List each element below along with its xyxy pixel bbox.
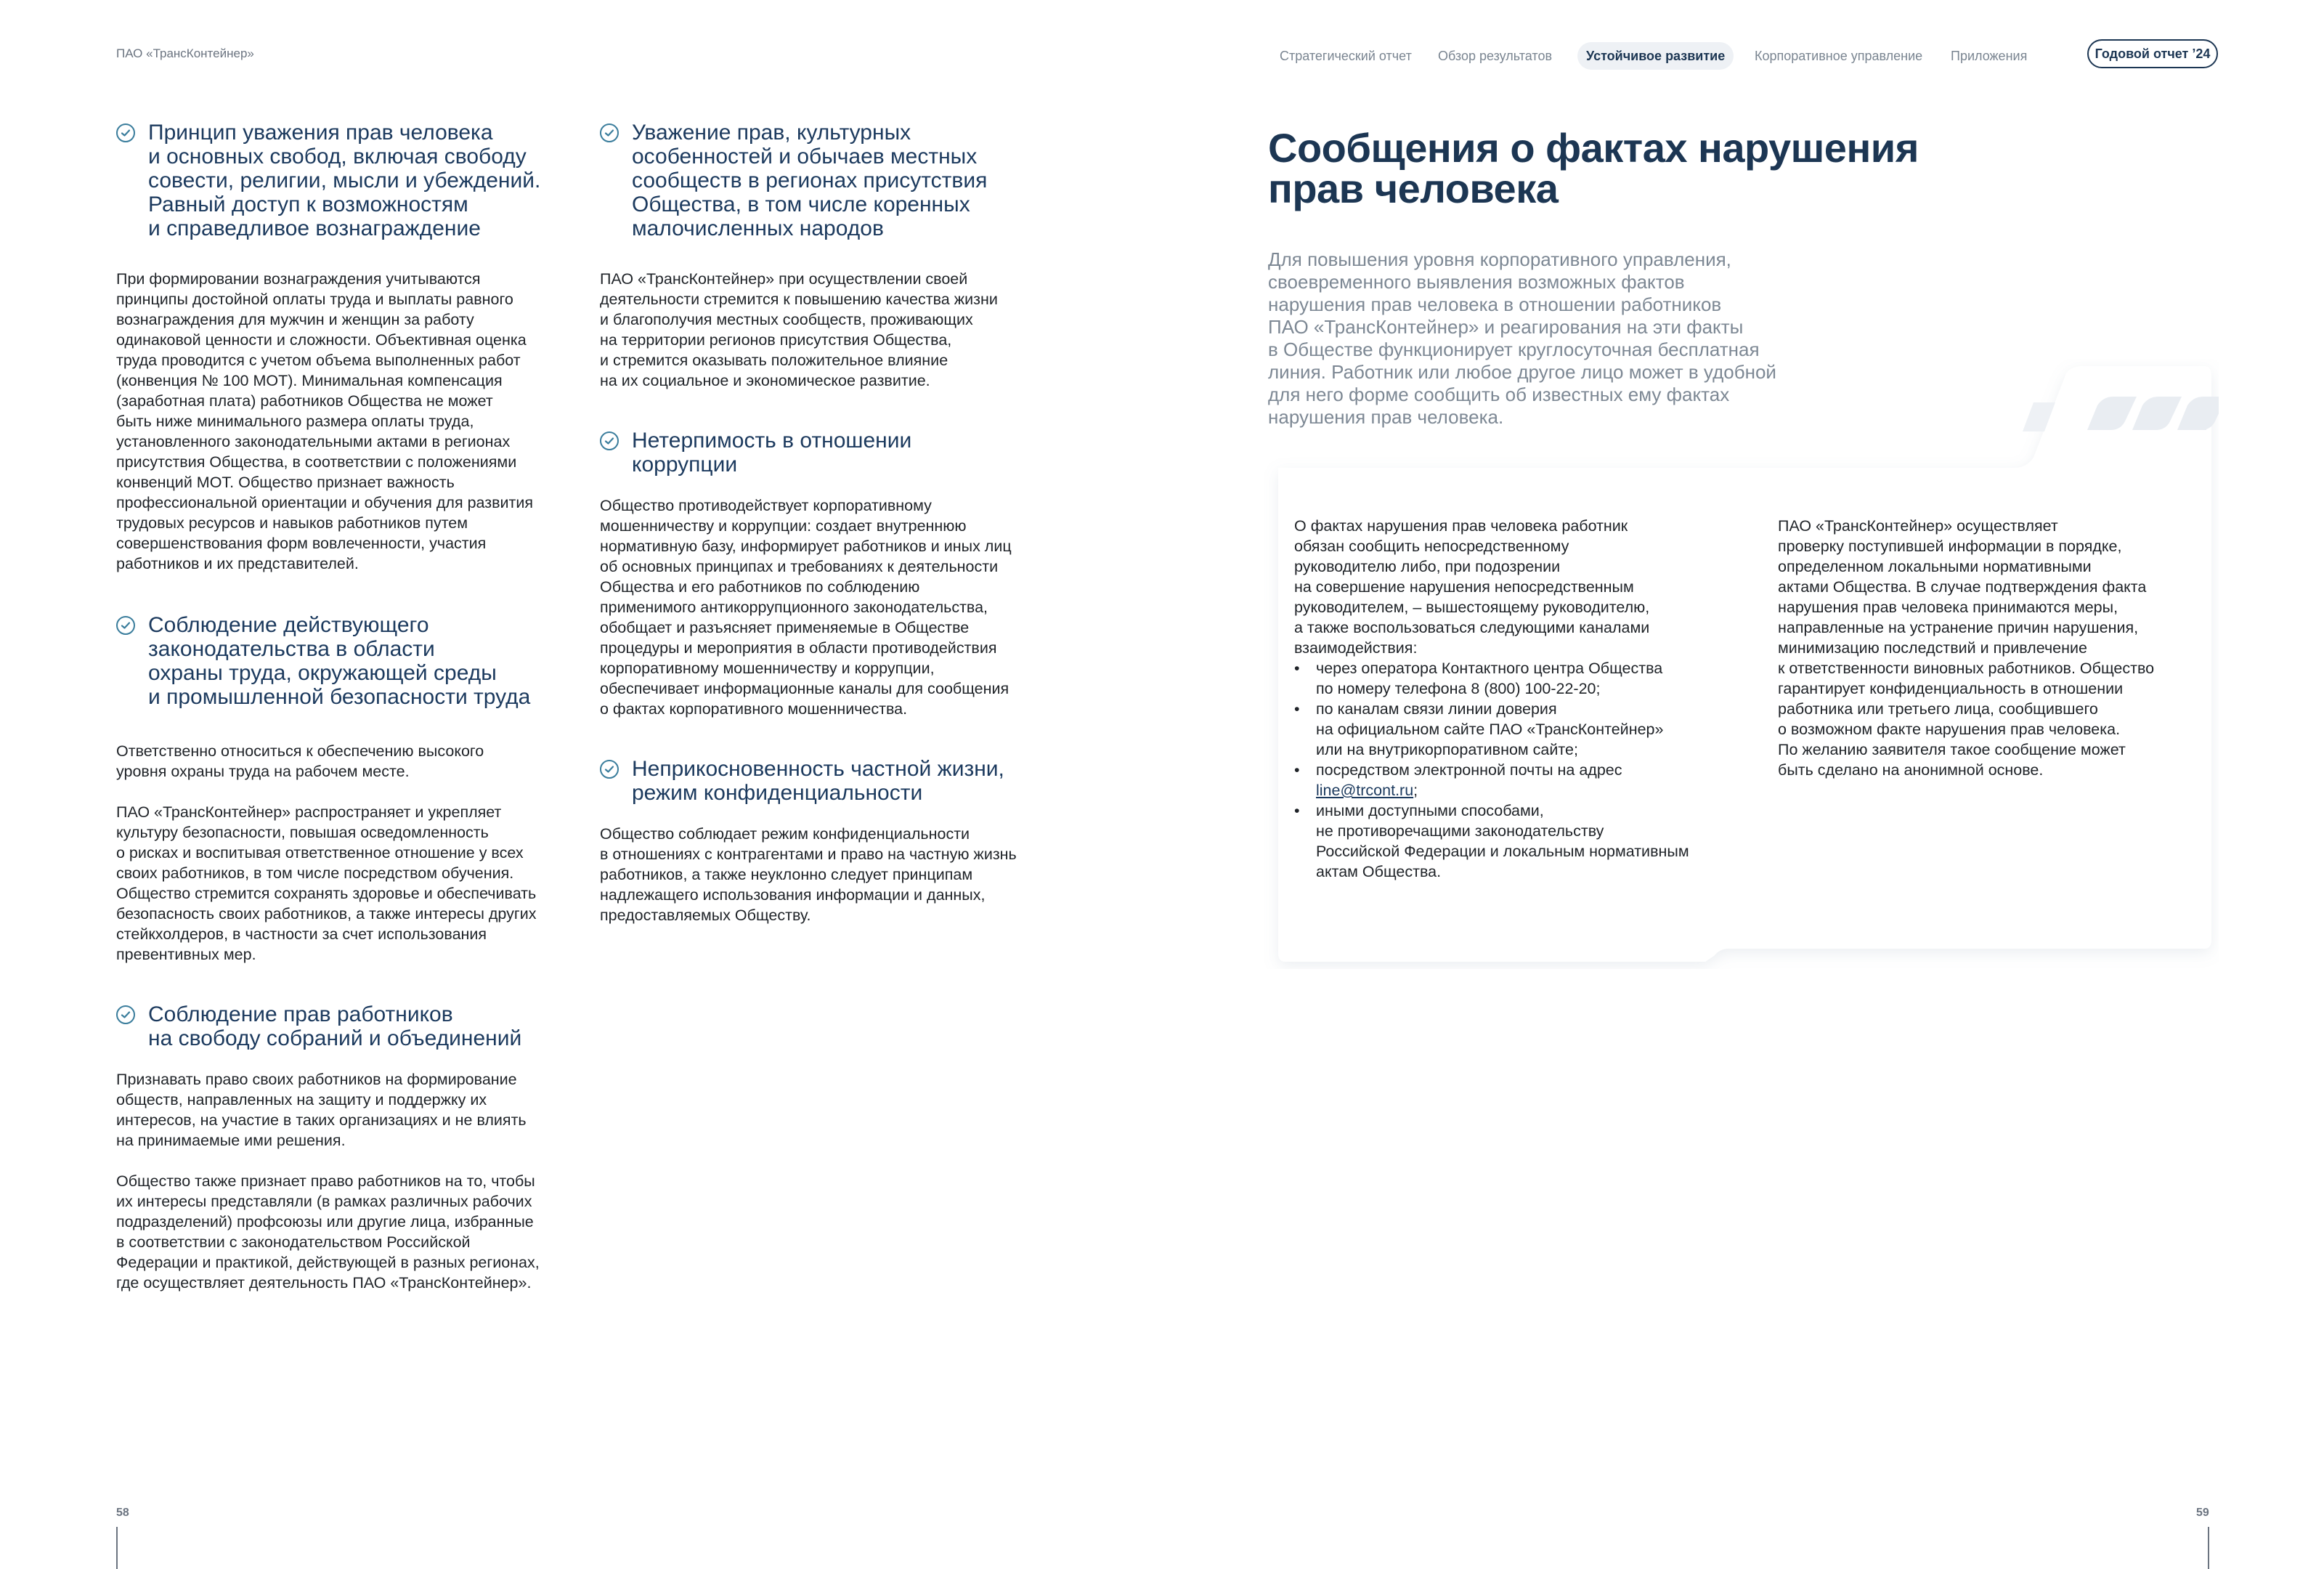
section-paragraph: Общество также признает право работников на то, чтобы их интересы представляли (в рамках различных рабочих подразделений) профсоюзы или другие лица, избранные в соответствии с законодательством Российской Федерации и практикой, действующей в разных регионах, где осуществляет деятельность ПАО «ТрансКонтейнер».: [116, 1172, 540, 1292]
lead-paragraph: Для повышения уровня корпоративного управления, своевременного выявления возможных фактов нарушения прав человека в отношении работников ПАО «ТрансКонтейнер» и реагирования на эти факты в Обществе функционирует круглосуточная бесплатная линия. Работник или любое другое лицо может в удобной для него форме сообщить об известных ему фактах нарушения прав человека.: [1268, 248, 1776, 428]
section-title: Нетерпимость в отношении коррупции: [632, 429, 912, 477]
nav-corporate-governance[interactable]: Корпоративное управление: [1755, 49, 1923, 63]
nav-results-overview[interactable]: Обзор результатов: [1438, 49, 1553, 63]
check-circle-icon: [600, 760, 619, 779]
check-circle-icon: [116, 616, 135, 635]
section-heading: [600, 429, 911, 477]
section-title: Соблюдение действующего законодательства в области охраны труда, окружающей среды и промышленной безопасности труда: [148, 613, 531, 709]
section-paragraph: Общество соблюдает режим конфиденциальности в отношениях с контрагентами и право на частную жизнь работников, а также неуклонно следует принципам надлежащего использования информации и данных, предоставляемых Обществу.: [600, 825, 1017, 924]
section-paragraph: Общество противодействует корпоративному мошенничеству и коррупции: создает внутреннюю нормативную базу, информирует работников и иных лиц об основных принципах и требованиях к деятельности Общества и его работников по соблюдению применимого антикоррупционного законодательства, обобщает и разъясняет применяемые в Обществе процедуры и мероприятия в области противодействия корпоративному мошенничеству и коррупции, обеспечивает информационные каналы для сообщения о фактах корпоративного мошенничества.: [600, 497, 1012, 718]
list-item: • иными доступными способами, не противоречащими законодательству Российской Федерации и локальным нормативным актам Общества.: [1316, 800, 1744, 882]
list-item: • по каналам связи линии доверия на официальном сайте ПАО «ТрансКонтейнер» или на внутрикорпоративном сайте;: [1316, 699, 1744, 760]
check-circle-icon: [600, 123, 619, 142]
section-title: Соблюдение прав работников на свободу собраний и объединений: [148, 1002, 522, 1050]
list-item: • через оператора Контактного центра Общества по номеру телефона 8 (800) 100-22-20;: [1316, 658, 1744, 699]
check-circle-icon: [116, 123, 135, 142]
section-paragraph: При формировании вознаграждения учитываются принципы достойной оплаты труда и выплаты равного вознаграждения для мужчин и женщин за работу одинаковой ценности и сложности. Объективная оценка труда проводится с учетом объема выполненных работ (конвенция № 100 МОТ). Минимальная компенсация (заработная плата) работников Общества не может быть ниже минимального размера оплаты труда, установленного законодательными актами в регионах присутствия Общества, в соответствии с положениями конвенций МОТ. Общество признает важность профессиональной ориентации и обучения для развития трудовых ресурсов и навыков работников путем совершенствования форм вовлеченности, участия работников и их представителей.: [116, 270, 534, 572]
section-heading: [600, 757, 1004, 805]
check-circle-icon: [116, 1005, 135, 1024]
section-paragraph: Признавать право своих работников на формирование обществ, направленных на защиту и поддержку их интересов, на участие в таких организациях и не влиять на принимаемые ими решения.: [116, 1071, 527, 1149]
company-name: ПАО «ТрансКонтейнер»: [116, 46, 254, 60]
footer-divider-right: [2208, 1527, 2209, 1569]
check-circle-icon: [600, 431, 619, 450]
nav-strategic-report[interactable]: Стратегический отчет: [1280, 49, 1412, 63]
section-paragraph: Ответственно относиться к обеспечению высокого уровня охраны труда на рабочем месте.: [116, 742, 484, 780]
card-column-process: ПАО «ТрансКонтейнер» осуществляет проверку поступившей информации в порядке, определенном локальными нормативными актами Общества. В случае подтверждения факта нарушения прав человека принимаются меры, направленные на устранение причин нарушения, минимизацию последствий и привлечение к ответственности виновных работников. Общество гарантирует конфиденциальность в отношении работника или третьего лица, сообщившего о возможном факте нарушения прав человека. По желанию заявителя такое сообщение может быть сделано на анонимной основе.: [1778, 517, 2155, 779]
nav-appendices[interactable]: Приложения: [1951, 49, 2028, 63]
card-lead-text: О фактах нарушения прав человека работник обязан сообщить непосредственному руководителю либо, при подозрении на совершение нарушения непосредственным руководителем, – вышестоящему руководителю, а также воспользоваться следующими каналами взаимодействия:: [1294, 517, 1650, 657]
nav-sustainable-development[interactable]: Устойчивое развитие: [1577, 42, 1734, 70]
section-title: Неприкосновенность частной жизни, режим конфиденциальности: [632, 757, 1004, 805]
list-item-text: посредством электронной почты на адрес: [1316, 761, 1622, 779]
section-heading: [116, 121, 540, 240]
footer-divider-left: [116, 1527, 118, 1569]
section-paragraph: ПАО «ТрансКонтейнер» распространяет и укрепляет культуру безопасности, повышая осведомленность о рисках и воспитывая ответственное отношение у всех своих работников, в том числе посредством обучения. Общество стремится сохранять здоровье и обеспечивать безопасность своих работников, а также интересы других стейкхолдеров, в частности за счет использования превентивных мер.: [116, 803, 537, 963]
section-paragraph: ПАО «ТрансКонтейнер» при осуществлении своей деятельности стремится к повышению качества жизни и благополучия местных сообществ, проживающих на территории регионов присутствия Общества, и стремится оказывать положительное влияние на их социальное и экономическое развитие.: [600, 270, 998, 389]
section-heading: [116, 613, 530, 709]
page-title: Сообщения о фактах нарушения прав человека: [1268, 125, 1919, 211]
page-number-right: 59: [2196, 1507, 2209, 1519]
section-heading: [600, 121, 987, 240]
page-number-left: 58: [116, 1507, 129, 1519]
section-title: Принцип уважения прав человека и основных свобод, включая свободу совести, религии, мысли и убеждений. Равный доступ к возможностям и справедливое вознаграждение: [148, 121, 541, 240]
annual-report-button[interactable]: Годовой отчет ’24: [2087, 39, 2218, 68]
email-suffix: ;: [1413, 782, 1418, 799]
card-column-channels: [1294, 516, 1744, 882]
channels-list: [1294, 658, 1744, 882]
section-title: Уважение прав, культурных особенностей и обычаев местных сообществ в регионах присутствия Общества, в том числе коренных малочисленных народов: [632, 121, 988, 240]
email-link[interactable]: line@trcont.ru: [1316, 782, 1414, 799]
list-item: [1316, 760, 1744, 800]
section-heading: [116, 1002, 521, 1050]
